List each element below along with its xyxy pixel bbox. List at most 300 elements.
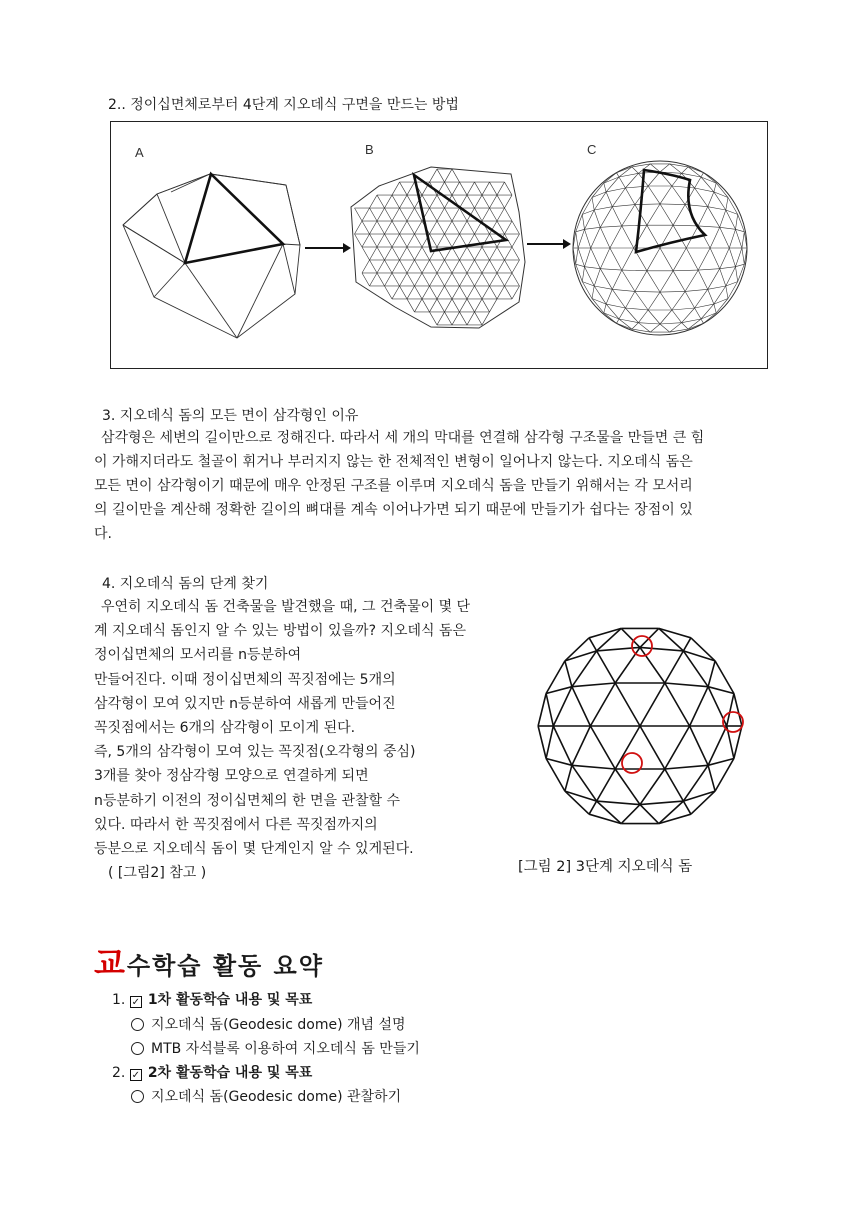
mesh-edge [475, 312, 483, 325]
geodesic-dome-figure [528, 620, 752, 832]
mesh-edge [546, 694, 553, 727]
mesh-edge [714, 304, 716, 313]
arrow-b-to-c [527, 239, 571, 249]
mesh-edge [538, 694, 546, 727]
mesh-edge [594, 286, 606, 304]
mesh-edge [582, 214, 584, 229]
mesh-edge [617, 173, 620, 177]
mesh-edge [647, 204, 660, 225]
mesh-edge [437, 221, 445, 234]
mesh-edge [512, 273, 520, 286]
mesh-edge [648, 186, 660, 204]
mesh-edge [720, 227, 730, 248]
mesh-edge [452, 273, 460, 286]
mesh-edge [585, 248, 591, 267]
mesh-edge [467, 195, 475, 208]
mesh-edge [585, 227, 601, 229]
mesh-edge [672, 186, 685, 205]
mesh-edge [590, 726, 615, 769]
mesh-edge [407, 208, 415, 221]
section4-line: 계 지오데식 돔인지 알 수 있는 방법이 있을까? 지오데식 돔은 [94, 623, 467, 640]
mesh-edge [437, 234, 445, 247]
mesh-edge [400, 208, 408, 221]
icosahedron-a [123, 174, 300, 338]
mesh-edge [407, 182, 415, 195]
mesh-edge [736, 214, 738, 229]
mesh-edge [640, 647, 683, 651]
mesh-edge [572, 765, 615, 769]
mesh-edge [460, 260, 468, 273]
mesh-edge [720, 267, 736, 269]
figure2-caption: [그림 2] 3단계 지오데식 돔 [518, 859, 693, 875]
mesh-edge [497, 260, 505, 273]
mesh-edge [701, 319, 704, 323]
section4-line: 삼각형이 모여 있지만 n등분하여 새롭게 만들어진 [94, 695, 396, 712]
mesh-edge [445, 273, 453, 286]
mesh-edge [600, 269, 622, 270]
mesh-edge [576, 232, 578, 248]
mesh-edge [475, 195, 483, 208]
mesh-edge [392, 247, 400, 260]
mesh-edge [490, 299, 498, 312]
section4-line: 즉, 5개의 삼각형이 모여 있는 꼭짓점(오각형의 중심) [94, 744, 416, 761]
mesh-edge [482, 299, 490, 312]
mesh-edge [635, 291, 648, 310]
mesh-edge [475, 273, 483, 286]
mesh-edge [355, 208, 363, 221]
mesh-edge [698, 270, 708, 289]
mesh-edge [660, 292, 672, 310]
mesh-edge [415, 234, 423, 247]
mesh-edge [647, 271, 660, 292]
mesh-edge [695, 177, 701, 188]
mesh-edge [400, 195, 408, 208]
mesh-edge [460, 312, 468, 325]
mesh-edge [708, 661, 715, 687]
mesh-edge [392, 208, 400, 221]
mesh-edge [660, 186, 672, 204]
mesh-edge [695, 308, 701, 319]
mesh-edge [625, 188, 635, 205]
activity-2 [112, 1062, 312, 1082]
mesh-edge [452, 208, 460, 221]
arrow-a-to-b [305, 243, 351, 253]
mesh-edge [726, 198, 728, 211]
mesh-edge [392, 260, 400, 273]
mesh-edge [512, 234, 520, 247]
mesh-edge [589, 801, 597, 814]
mesh-edge [672, 291, 685, 310]
mesh-edge [682, 167, 689, 173]
circle-bullet-icon [131, 1042, 144, 1055]
mesh-edge [460, 247, 468, 260]
mesh-edge [665, 765, 708, 769]
mesh-edge [467, 312, 475, 325]
mesh-edge [660, 271, 673, 292]
mesh-edge [452, 234, 460, 247]
mesh-edge [698, 248, 710, 270]
section3-line: 다. [94, 526, 112, 542]
mesh-edge [362, 234, 370, 247]
mesh-edge [650, 324, 660, 332]
activity-1 [112, 989, 312, 1009]
section4-line: 꼭짓점에서는 6개의 삼각형이 모이게 된다. [94, 720, 356, 737]
mesh-edge [594, 286, 612, 289]
mesh-edge [452, 182, 460, 195]
mesh-edge [665, 683, 690, 726]
mesh-edge [467, 247, 475, 260]
mesh-edge [482, 260, 490, 273]
mesh-edge [422, 286, 430, 299]
mesh-edge [600, 226, 622, 227]
mesh-edge [685, 270, 698, 291]
mesh-edge [415, 221, 423, 234]
mesh-edge [512, 286, 520, 299]
mesh-edge [538, 726, 546, 759]
section3-line: 삼각형은 세변의 길이만으로 정해진다. 따라서 세 개의 막대를 연결해 삼각형 구조물을 만들면 큰 힘 [101, 430, 705, 446]
mesh-edge [512, 260, 520, 273]
mesh-edge [688, 323, 703, 329]
mesh-edge [673, 271, 685, 292]
mesh-edge [600, 248, 610, 269]
mesh-edge [594, 210, 600, 227]
activity-1-sub-2 [131, 1038, 420, 1058]
mesh-edge [460, 182, 468, 195]
mesh-edge [482, 195, 490, 208]
mesh-edge [467, 299, 475, 312]
mesh-edge [695, 289, 708, 308]
mesh-edge [565, 661, 572, 687]
mesh-edge [591, 227, 601, 248]
mesh-edge [625, 291, 635, 308]
mesh-edge [482, 247, 490, 260]
mesh-edge [430, 273, 438, 286]
mesh-edge [665, 769, 684, 801]
mesh-edge [482, 208, 490, 221]
mesh-edge [505, 286, 513, 299]
mesh-edge [673, 248, 686, 271]
mesh-edge [578, 229, 584, 248]
mesh-edge [482, 234, 490, 247]
mesh-edge [708, 286, 726, 289]
mesh-edge [482, 182, 490, 195]
mesh-edge [729, 229, 735, 248]
mesh-edge [622, 248, 634, 270]
figure-label-c: C [587, 142, 597, 157]
section3-line: 의 길이만을 계산해 정확한 길이의 뼈대를 계속 이어나가면 되기 때문에 만들기가 쉽다는 장점이 있 [94, 502, 693, 518]
mesh-edge [512, 247, 520, 260]
mesh-edge [673, 205, 685, 226]
mesh-edge [622, 205, 635, 226]
mesh-edge [497, 221, 505, 234]
section4-line: n등분하기 이전의 정이십면체의 한 면을 관찰할 수 [94, 792, 401, 809]
mesh-edge [736, 264, 745, 267]
mesh-edge [370, 195, 378, 208]
mesh-edge [714, 183, 716, 192]
mesh-edge [452, 286, 460, 299]
activity-2-sub-1 [131, 1086, 401, 1106]
mesh-edge [640, 805, 659, 824]
mesh-edge [445, 260, 453, 273]
mesh-edge [625, 308, 648, 310]
mesh-edge [385, 234, 393, 247]
mesh-edge [594, 207, 612, 210]
mesh-edge [632, 167, 639, 173]
mesh-edge [362, 247, 370, 260]
mesh-edge [617, 319, 620, 323]
mesh-edge [497, 286, 505, 299]
mesh-edge [445, 234, 453, 247]
mesh-edge [460, 286, 468, 299]
mesh-edge [407, 221, 415, 234]
mesh-edge [430, 312, 438, 325]
mesh-edge [505, 260, 513, 273]
mesh-edge [589, 638, 597, 651]
mesh-edge [736, 229, 742, 248]
mesh-edge [612, 205, 635, 207]
mesh-edge [685, 291, 695, 308]
mesh-edge [385, 195, 393, 208]
mesh-edge [708, 269, 720, 290]
mesh-edge [377, 208, 385, 221]
mesh-edge [704, 173, 717, 183]
mesh-edge [490, 260, 498, 273]
mesh-edge [362, 221, 370, 234]
mesh-edge [617, 323, 632, 329]
mesh-edge [377, 260, 385, 273]
mesh-edge [660, 204, 685, 205]
mesh-edge [452, 260, 460, 273]
circle-bullet-icon [131, 1018, 144, 1031]
mesh-edge [362, 273, 370, 286]
mesh-edge [370, 234, 378, 247]
mesh-edge [362, 208, 370, 221]
mesh-edge [553, 687, 572, 726]
mesh-edge [640, 801, 683, 805]
mesh-edge [600, 227, 610, 248]
mesh-edge [640, 683, 665, 726]
mesh-edge [362, 260, 370, 273]
mesh-edge [467, 286, 475, 299]
mesh-edge [714, 192, 726, 210]
mesh-edge [648, 310, 660, 324]
mesh-edge [597, 801, 640, 805]
mesh-edge [734, 694, 742, 727]
mesh-edge [400, 234, 408, 247]
mesh-edge [437, 260, 445, 273]
section5-title [94, 938, 324, 984]
mesh-edge [726, 286, 728, 299]
mesh-edge [594, 192, 606, 210]
mesh-edge [615, 769, 640, 805]
mesh-edge [445, 169, 453, 182]
mesh-edge [415, 260, 423, 273]
mesh-edge [683, 651, 708, 687]
mesh-edge [490, 195, 498, 208]
mesh-edge [377, 195, 385, 208]
mesh-edge [460, 273, 468, 286]
mesh-edge [610, 226, 622, 248]
mesh-edge [660, 323, 682, 324]
mesh-edge [704, 313, 717, 323]
mesh-edge [445, 299, 453, 312]
mesh-edge [576, 229, 585, 232]
mesh-edge [355, 234, 363, 247]
mesh-edge [585, 229, 591, 248]
mesh-edge [505, 195, 513, 208]
activity-2-number: 2. [112, 1065, 126, 1081]
mesh-edge [683, 765, 708, 801]
figure-label-a: A [135, 145, 144, 160]
mesh-edge [648, 172, 660, 186]
mesh-edge [572, 726, 591, 765]
mesh-edge [392, 195, 400, 208]
mesh-edge [370, 221, 378, 234]
mesh-edge [497, 273, 505, 286]
mesh-edge [708, 726, 727, 765]
mesh-edge [437, 286, 445, 299]
mesh-edge [686, 248, 698, 270]
mesh-edge [385, 247, 393, 260]
mesh-edge [460, 195, 468, 208]
mesh-edge [430, 221, 438, 234]
mesh-edge [445, 221, 453, 234]
mesh-edge [708, 207, 726, 210]
mesh-edge [720, 227, 736, 229]
mesh-edge [475, 247, 483, 260]
mesh-edge [467, 221, 475, 234]
mesh-edge [400, 260, 408, 273]
mesh-edge [604, 173, 617, 183]
mesh-edge [665, 683, 708, 687]
mesh-edge [604, 183, 606, 192]
mesh-edge [727, 694, 734, 727]
mesh-edge [445, 286, 453, 299]
mesh-edge [407, 286, 415, 299]
mesh-edge [632, 323, 639, 329]
section3-paragraph [94, 426, 770, 546]
mesh-edge [647, 248, 660, 271]
section3-heading: 3. 지오데식 돔의 모든 면이 삼각형인 이유 [102, 408, 359, 424]
mesh-edge [407, 247, 415, 260]
mesh-edge [422, 247, 430, 260]
mesh-edge [710, 248, 720, 269]
mesh-edge [385, 221, 393, 234]
activity-2-sub-1-text: 지오데식 돔(Geodesic dome) 관찰하기 [151, 1089, 402, 1105]
mesh-edge [673, 225, 698, 226]
mesh-edge [647, 225, 660, 248]
mesh-edge [604, 304, 606, 313]
mesh-edge [385, 286, 393, 299]
mesh-edge [622, 226, 634, 248]
mesh-edge [475, 299, 483, 312]
mesh-edge [683, 801, 691, 814]
icosahedron-figure [110, 121, 768, 369]
mesh-edge [422, 299, 430, 312]
section3-line: 모든 면이 삼각형이기 때문에 매우 안정된 구조를 이루며 지오데식 돔을 만들기 위해서는 각 모서리 [94, 478, 693, 494]
mesh-edge [604, 313, 617, 323]
mesh-edge [370, 273, 378, 286]
section5-title-first: 교 [94, 944, 127, 982]
mesh-edge [497, 195, 505, 208]
mesh-edge [578, 248, 584, 267]
mesh-edge [672, 310, 682, 323]
mesh-edge [615, 647, 640, 683]
mesh-edge [437, 273, 445, 286]
mesh-edge [430, 286, 438, 299]
mesh-edge [665, 651, 684, 683]
mesh-edge [638, 310, 648, 323]
pentagon-vertex-marker [723, 712, 743, 732]
mesh-edge [392, 234, 400, 247]
mesh-edge [742, 232, 744, 248]
mesh-edge [497, 247, 505, 260]
mesh-edge [377, 273, 385, 286]
mesh-edge [720, 269, 726, 286]
mesh-edge [355, 221, 363, 234]
mesh-edge [475, 286, 483, 299]
mesh-edge [490, 182, 498, 195]
activity-1-title: 1차 활동학습 내용 및 목표 [147, 992, 313, 1008]
mesh-edge [452, 312, 460, 325]
mesh-edge [615, 683, 640, 726]
mesh-edge [572, 651, 597, 687]
mesh-edge [617, 167, 632, 173]
mesh-edge [736, 248, 742, 267]
mesh-edge [497, 208, 505, 221]
mesh-edge [610, 248, 622, 270]
mesh-edge [698, 269, 720, 270]
mesh-edge [407, 273, 415, 286]
section4-line: 우연히 지오데식 돔 건축물을 발견했을 때, 그 건축물이 몇 단 [101, 599, 471, 615]
mesh-edge [701, 173, 704, 177]
mesh-edge [648, 292, 660, 310]
mesh-edge [660, 204, 673, 225]
mesh-edge [708, 192, 714, 207]
mesh-edge [619, 177, 625, 188]
mesh-edge [430, 299, 438, 312]
mesh-edge [490, 286, 498, 299]
mesh-edge [430, 195, 438, 208]
activity-1-number: 1. [112, 992, 126, 1008]
section4-line: 만들어진다. 이때 정이십면체의 꼭짓점에는 5개의 [94, 671, 396, 688]
mesh-edge [452, 299, 460, 312]
mesh-edge [736, 229, 745, 232]
mesh-edge [385, 208, 393, 221]
mesh-edge [392, 286, 400, 299]
mesh-edge [672, 186, 695, 188]
mesh-edge [377, 234, 385, 247]
mesh-edge [422, 195, 430, 208]
mesh-edge [460, 299, 468, 312]
mesh-edge [430, 169, 438, 182]
mesh-edge [452, 169, 460, 182]
mesh-edge [600, 269, 612, 290]
mesh-edge [714, 286, 726, 304]
mesh-edge [708, 289, 714, 304]
mesh-edge [572, 683, 615, 687]
mesh-edge [392, 182, 400, 195]
mesh-edge [720, 210, 726, 227]
mesh-edge [452, 221, 460, 234]
mesh-edge [572, 687, 591, 726]
mesh-edge [553, 726, 572, 765]
section4-line: 3개를 찾아 정삼각형 모양으로 연결하게 되면 [94, 768, 369, 785]
mesh-edge [490, 273, 498, 286]
mesh-edge [635, 271, 647, 292]
mesh-edge [437, 299, 445, 312]
mesh-edge [497, 182, 505, 195]
